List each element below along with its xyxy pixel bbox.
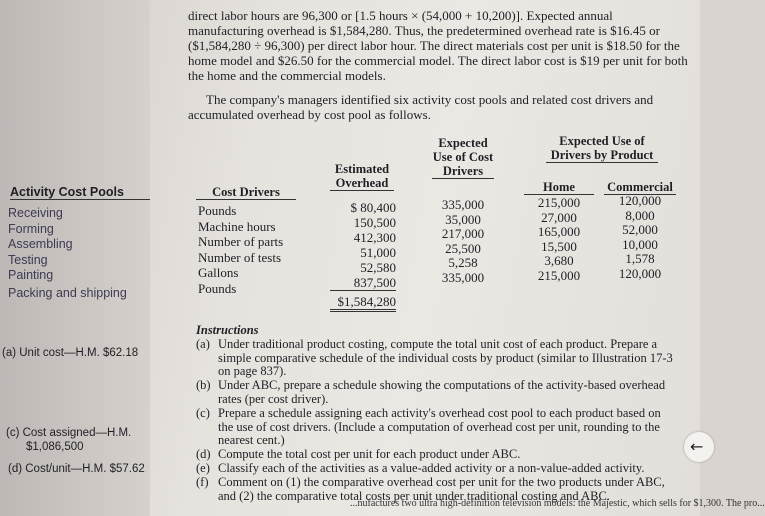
header-commercial: Commercial <box>604 180 676 195</box>
intro-paragraph: direct labor hours are 96,300 or [1.5 hours × (54,000 + 10,200)]. Expected annual manufacturing overhead is $1,584,280. Thus, the predetermined overhead rate is $16.45 or ($1,584,280 ÷ 96,300) per direct labor hour. The direct materials cost per unit is $18.50 for the home model and $26.50 for the commercial model. The direct labor cost is $19 per unit for both the home and the commercial models. <box>188 8 688 83</box>
table-row-commercial: 120,000 <box>618 265 662 281</box>
header-activity-pools: Activity Cost Pools <box>10 185 150 200</box>
header-cost-drivers: Cost Drivers <box>196 185 296 200</box>
instruction-item: (a) Under traditional product costing, compute the total unit cost of each product. Prepare a simple comparative schedule of the individual costs by product (similar to Illustration 17-3 on page 837). <box>196 336 673 379</box>
table-row-use: 35,000 <box>445 211 481 227</box>
nav-back-button[interactable] <box>684 432 714 462</box>
instructions-title: Instructions <box>196 323 259 337</box>
use-column <box>432 198 494 285</box>
table-row-overhead: $ 80,400 <box>350 200 396 215</box>
table-row-home: 215,000 <box>537 267 581 283</box>
header-expected-use: Expected Use of Cost Drivers <box>432 136 494 178</box>
table-row-driver: Number of parts <box>198 234 284 249</box>
drivers-column <box>198 203 283 296</box>
table-row-use: 5,258 <box>448 255 478 270</box>
table-row-pool: Packing and shipping <box>8 285 127 300</box>
pools-column <box>8 206 127 301</box>
table-row-driver: Gallons <box>198 265 239 280</box>
overhead-total: $1,584,280 <box>330 294 396 312</box>
table-row-overhead: 51,000 <box>360 245 396 260</box>
header-by-product: Expected Use of Drivers by Product <box>546 134 658 163</box>
answer-a: (a) Unit cost—H.M. $62.18 <box>2 347 139 359</box>
commercial-column <box>604 194 676 281</box>
table-row-home: 215,000 <box>537 195 581 210</box>
home-column <box>524 196 594 283</box>
instruction-item: (d) Compute the total cost per unit for each product under ABC. <box>196 447 521 462</box>
arrow-left-icon: ← <box>690 437 704 456</box>
table-row-use: 217,000 <box>441 226 485 241</box>
next-problem-snippet: ...nufactures two ultra high-definition television models: the Majestic, which sells for $1,300. The pro... <box>350 498 765 509</box>
table-row-driver: Number of tests <box>198 249 282 265</box>
table-row-overhead: 150,500 <box>353 215 396 230</box>
table-row-commercial: 8,000 <box>625 207 655 223</box>
table-row-home: 27,000 <box>541 209 577 225</box>
table-row-commercial: 52,000 <box>622 222 658 237</box>
table-row-overhead: 52,580 <box>360 260 396 275</box>
table-row-use: 25,500 <box>445 240 481 256</box>
instructions <box>196 324 676 503</box>
table-row-home: 165,000 <box>537 224 581 239</box>
table-row-pool: Painting <box>8 268 54 282</box>
instruction-item: (b) Under ABC, prepare a schedule showing the computations of the activity-based overhead rates (per cost driver). <box>196 378 666 406</box>
intro-paragraph-2: The company's managers identified six activity cost pools and related cost drivers and accumulated overhead by cost pool as follows. <box>188 92 654 122</box>
header-estimated-overhead: Estimated Overhead <box>330 162 394 191</box>
answer-c-value: $1,086,500 <box>26 441 84 453</box>
table-row-driver: Pounds <box>198 280 237 296</box>
instruction-item: (e) Classify each of the activities as a value-added activity or a non-value-added activity. <box>196 460 645 475</box>
table-row-overhead: 837,500 <box>330 275 396 291</box>
table-row-driver: Pounds <box>198 203 237 218</box>
table-row-driver: Machine hours <box>198 218 276 234</box>
answer-c-label: (c) Cost assigned—H.M. <box>6 427 132 439</box>
instruction-item: (c) Prepare a schedule assigning each activity's overhead cost pool to each product based on the use of cost drivers. (Include a computation of overhead cost per unit, rounding to the nearest cent.) <box>196 405 661 448</box>
table-row-pool: Testing <box>8 252 48 267</box>
table-row-commercial: 120,000 <box>618 193 662 208</box>
answer-d: (d) Cost/unit—H.M. $57.62 <box>8 463 145 475</box>
table-row-use: 335,000 <box>441 269 485 285</box>
table-row-commercial: 1,578 <box>625 251 655 266</box>
table-row-pool: Forming <box>8 221 54 236</box>
table-row-pool: Assembling <box>8 237 73 251</box>
table-row-overhead: 412,300 <box>353 230 396 245</box>
instruction-item: (f) Comment on (1) the comparative overhead cost per unit for the two products under ABC, and (2) the comparative total costs per unit under traditional costing and ABC. <box>196 474 665 503</box>
table-row-home: 3,680 <box>544 253 574 268</box>
overhead-column <box>330 200 396 312</box>
table-row-home: 15,500 <box>541 238 577 254</box>
table-row-commercial: 10,000 <box>622 236 658 252</box>
table-row-pool: Receiving <box>8 206 63 220</box>
table-row-use: 335,000 <box>441 197 485 212</box>
header-home: Home <box>524 180 594 195</box>
